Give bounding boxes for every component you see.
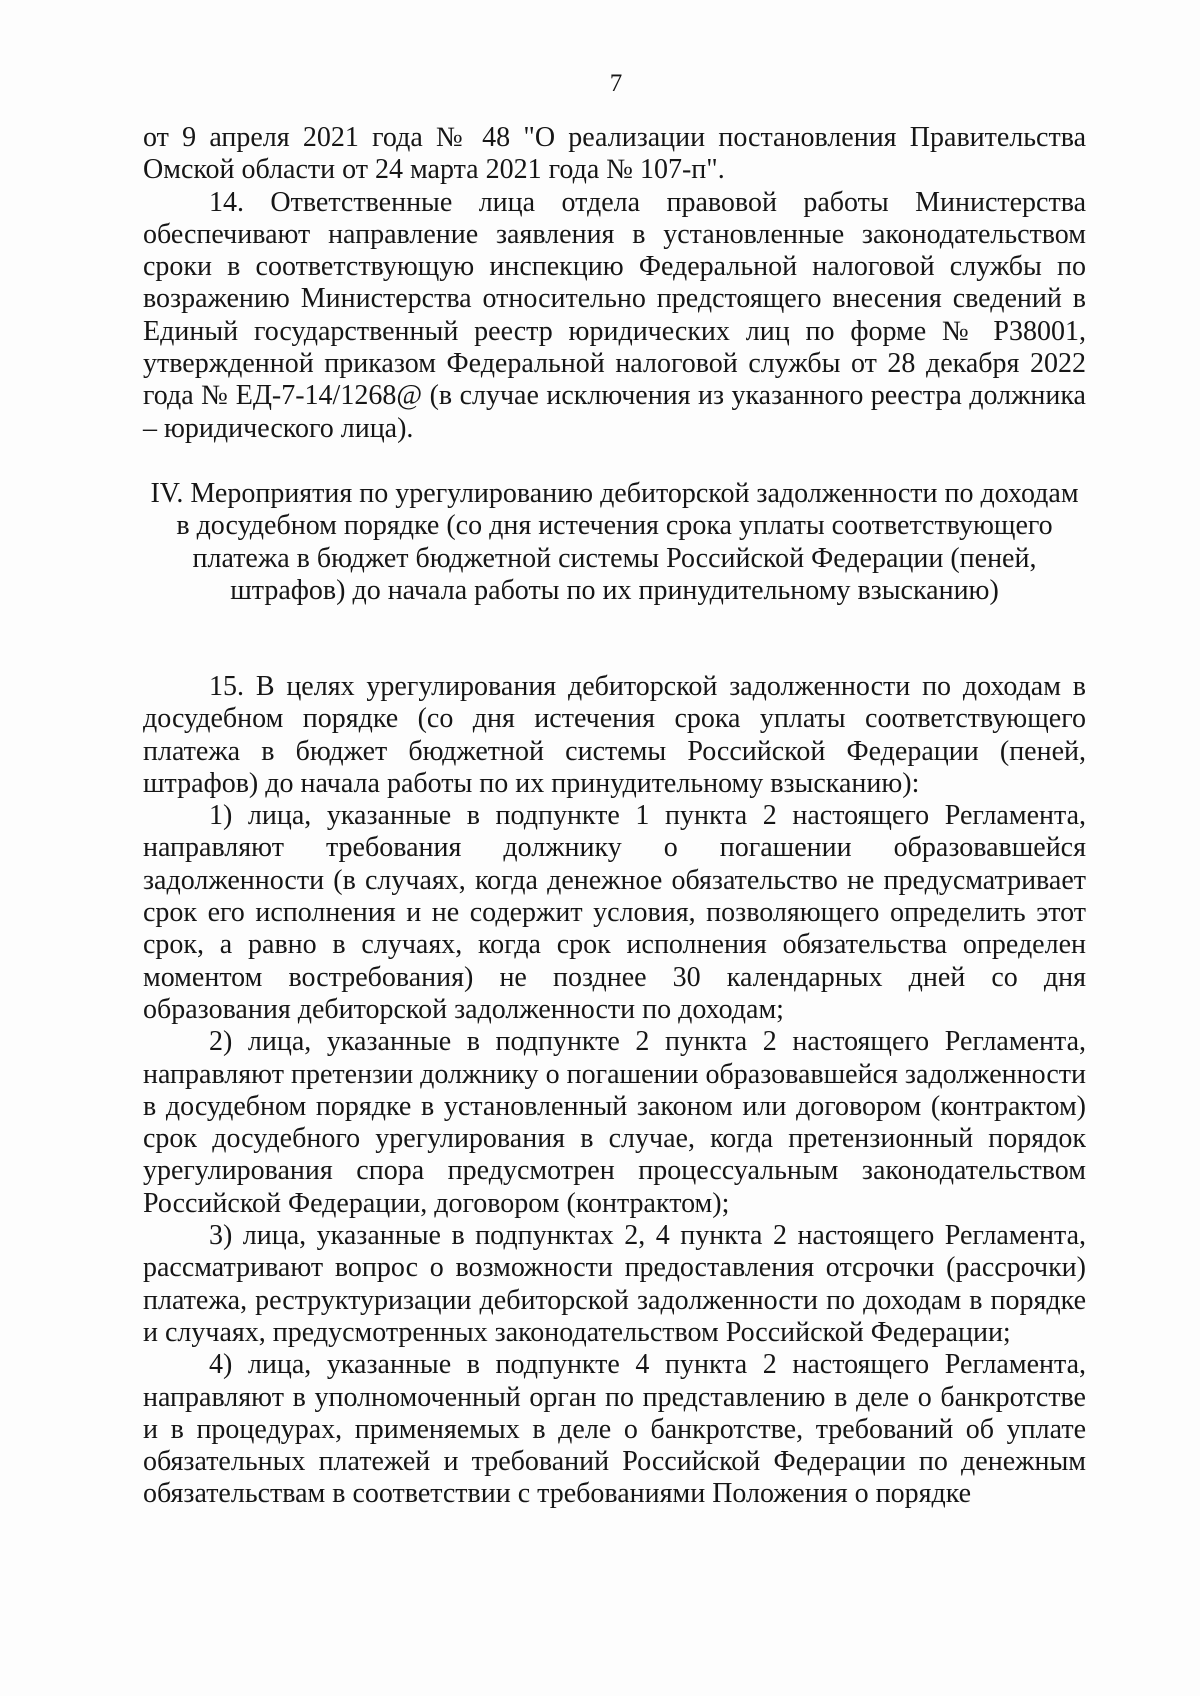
paragraph-continuation: от 9 апреля 2021 года № 48 "О реализации постановления Правительства Омской области от 24 марта 2021 года № 107-п". [143,122,1086,186]
paragraph-15: 15. В целях урегулирования дебиторской задолженности по доходам в досудебном порядке (со дня истечения срока уплаты соответствующего платежа в бюджет бюджетной системы Российской Федерации (пеней, штрафов) до начала работы по их принудительному взысканию): [143,671,1086,799]
subparagraph-4: 4) лица, указанные в подпункте 4 пункта 2 настоящего Регламента, направляют в уполномоченный орган по представлению в деле о банкротстве и в процедурах, применяемых в деле о банкротстве, требований об уплате обязательных платежей и требований Российской Федерации по денежным обязательствам в соответствии с требованиями Положения о порядке [143,1349,1086,1510]
paragraph-14: 14. Ответственные лица отдела правовой работы Министерства обеспечивают направление заявления в установленные законодательством сроки в соответствующую инспекцию Федеральной налоговой службы по возражению Министерства относительно предстоящего внесения сведений в Единый государственный реестр юридических лиц по форме № Р38001, утвержденной приказом Федеральной налоговой службы от 28 декабря 2022 года № ЕД-7-14/1268@ (в случае исключения из указанного реестра должника – юридического лица). [143,186,1086,444]
section-heading: IV. Мероприятия по урегулированию дебиторской задолженности по доходам в досудебном порядке (со дня истечения срока уплаты соответствующего платежа в бюджет бюджетной системы Российской Федерации (пеней, штрафов) до начала работы по их принудительному взысканию) [150,478,1079,606]
subparagraph-3: 3) лица, указанные в подпунктах 2, 4 пункта 2 настоящего Регламента, рассматривают вопрос о возможности предоставления отсрочки (рассрочки) платежа, реструктуризации дебиторской задолженности по доходам в порядке и случаях, предусмотренных законодательством Российской Федерации; [143,1220,1086,1348]
page-number: 7 [609,70,623,97]
main-text-block [143,671,1086,1511]
subparagraph-1: 1) лица, указанные в подпункте 1 пункта 2 настоящего Регламента, направляют требования должнику о погашении образовавшейся задолженности (в случаях, когда денежное обязательство не предусматривает срок его исполнения и не содержит условия, позволяющего определить этот срок, а равно в случаях, когда срок исполнения обязательства определен моментом востребования) не позднее 30 календарных дней со дня образования дебиторской задолженности по доходам; [143,800,1086,1025]
top-text-block [143,122,1086,445]
subparagraph-2: 2) лица, указанные в подпункте 2 пункта 2 настоящего Регламента, направляют претензии должнику о погашении образовавшейся задолженности в досудебном порядке в установленный законом или договором (контрактом) срок досудебного урегулирования в случае, когда претензионный порядок урегулирования спора предусмотрен процессуальным законодательством Российской Федерации, договором (контрактом); [143,1026,1086,1219]
